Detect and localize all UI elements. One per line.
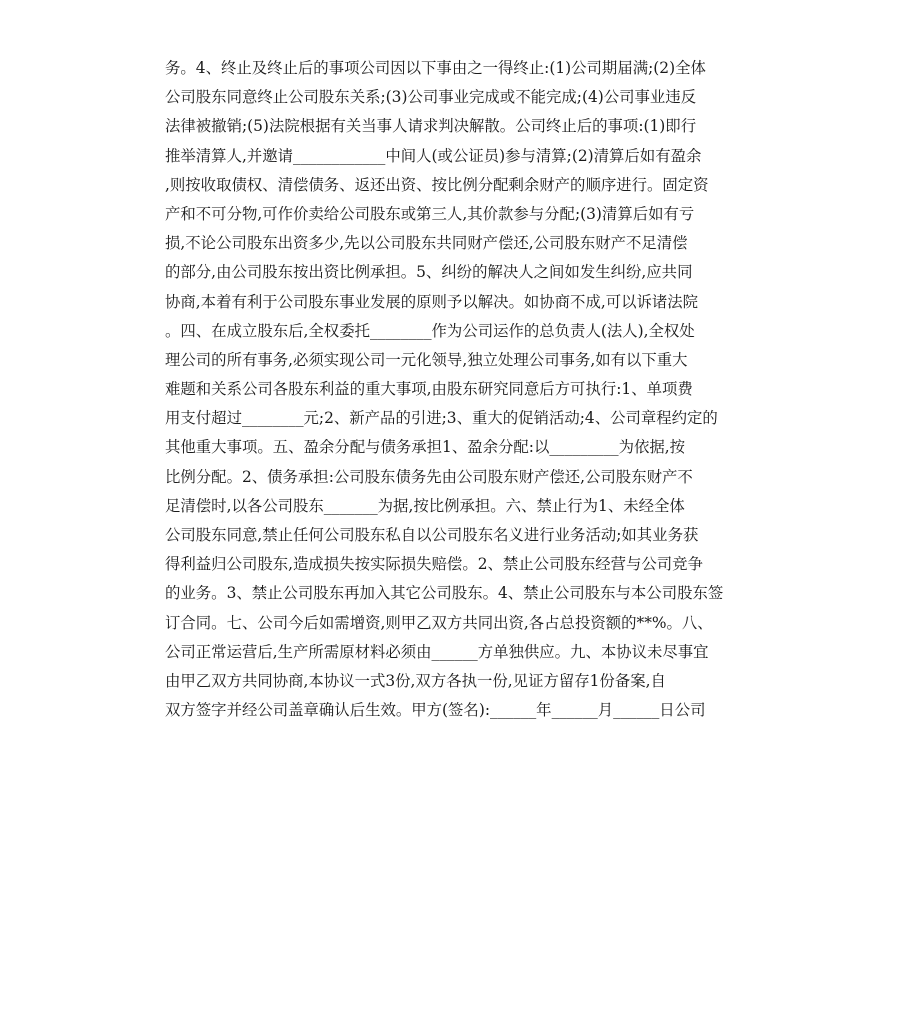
- text-line: 公司正常运营后,生产所需原材料必须由______方单独供应。九、本协议未尽事宜: [165, 642, 709, 661]
- text-line: ,则按收取债权、清偿债务、返还出资、按比例分配剩余财产的顺序进行。固定资: [165, 175, 709, 194]
- text-line: 公司股东同意,禁止任何公司股东私自以公司股东名义进行业务活动;如其业务获: [165, 526, 699, 544]
- text-line: 其他重大事项。五、盈余分配与债务承担1、盈余分配:以_________为依据,按: [165, 438, 686, 457]
- text-line: 损,不论公司股东出资多少,先以公司股东共同财产偿还,公司股东财产不足清偿: [165, 234, 688, 253]
- text-line: 由甲乙双方共同协商,本协议一式3份,双方各执一份,见证方留存1份备案,自: [165, 671, 666, 690]
- text-line: 用支付超过________元;2、新产品的引进;3、重大的促销活动;4、公司章程约定的: [165, 409, 718, 428]
- text-line: 。四、在成立股东后,全权委托________作为公司运作的总负责人(法人),全权处: [165, 321, 695, 340]
- text-line: 难题和关系公司各股东利益的重大事项,由股东研究同意后方可执行:1、单项费: [165, 380, 693, 399]
- agreement-body-text: [165, 54, 765, 725]
- text-line: 的业务。3、禁止公司股东再加入其它公司股东。4、禁止公司股东与本公司股东签: [165, 584, 724, 603]
- text-line: 协商,本着有利于公司股东事业发展的原则予以解决。如协商不成,可以诉诸法院: [165, 292, 699, 311]
- text-line: 推举清算人,并邀请____________中间人(或公证员)参与清算;(2)清算后如有盈余: [165, 146, 702, 165]
- text-line: 的部分,由公司股东按出资比例承担。5、纠纷的解决人之间如发生纠纷,应共同: [165, 263, 693, 282]
- text-line: 比例分配。2、债务承担:公司股东债务先由公司股东财产偿还,公司股东财产不: [165, 467, 693, 486]
- text-line: 双方签字并经公司盖章确认后生效。甲方(签名):______年______月______日公司: [165, 701, 706, 720]
- text-line: 产和不可分物,可作价卖给公司股东或第三人,其价款参与分配;(3)清算后如有亏: [165, 204, 695, 223]
- text-line: 务。4、终止及终止后的事项公司因以下事由之一得终止:(1)公司期届满;(2)全体: [165, 59, 706, 77]
- text-line: 订合同。七、公司今后如需增资,则甲乙双方共同出资,各占总投资额的**%。八、: [165, 613, 713, 632]
- text-line: 公司股东同意终止公司股东关系;(3)公司事业完成或不能完成;(4)公司事业违反: [165, 88, 697, 107]
- text-line: 足清偿时,以各公司股东_______为据,按比例承担。六、禁止行为1、未经全体: [165, 496, 685, 515]
- text-line: 得利益归公司股东,造成损失按实际损失赔偿。2、禁止公司股东经营与公司竞争: [165, 555, 703, 574]
- text-line: 法律被撤销;(5)法院根据有关当事人请求判决解散。公司终止后的事项:(1)即行: [165, 117, 697, 136]
- text-line: 理公司的所有事务,必须实现公司一元化领导,独立处理公司事务,如有以下重大: [165, 350, 688, 369]
